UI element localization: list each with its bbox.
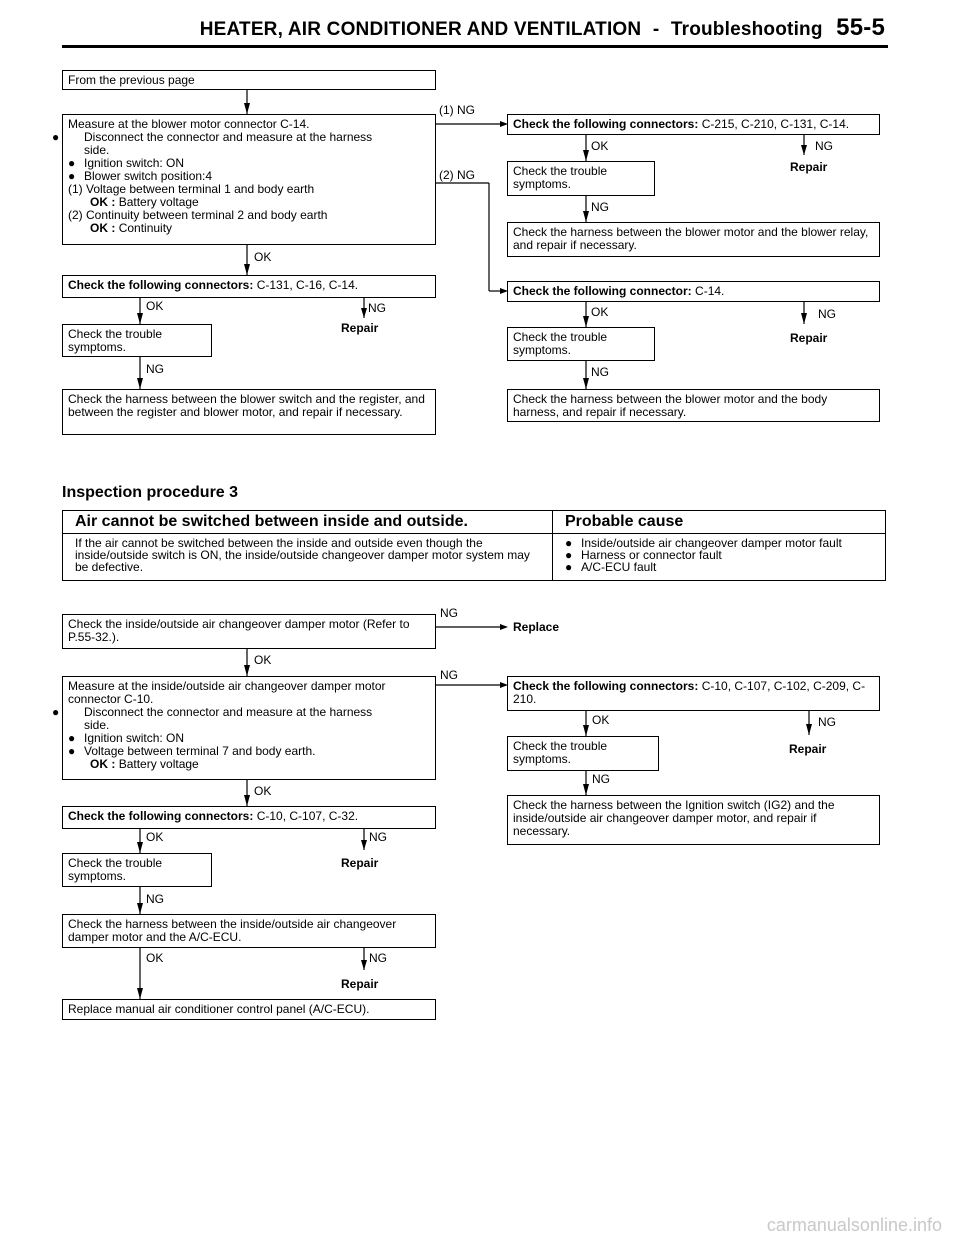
damper-motor-check-box (62, 614, 436, 649)
repair-label: Repair (789, 742, 827, 756)
trouble-text-1: Check the trouble (513, 330, 608, 344)
header-title: HEATER, AIR CONDITIONER AND VENTILATION (199, 19, 642, 40)
check-connectors-32-box (62, 806, 436, 829)
check-connector-label: Check the following connector: (513, 284, 692, 298)
check-connectors-131-box (62, 275, 436, 298)
probable-cause-heading: Probable cause (553, 511, 886, 534)
repair-label: Repair (341, 856, 379, 870)
ok-label: OK (254, 250, 272, 264)
ok-label: OK (146, 951, 164, 965)
harness-body-box (507, 389, 880, 422)
cause-text: Harness or connector fault (581, 548, 722, 562)
trouble-text-1: Check the trouble (68, 856, 163, 870)
harness-relay-box (507, 222, 880, 257)
ng-label: NG (146, 892, 164, 906)
harness-relay-text: Check the harness between the blower motor and the blower relay, and repair if necessary. (513, 225, 869, 252)
connector-list: C-10, C-107, C-32. (256, 809, 359, 823)
trouble-text-2: symptoms. (68, 869, 127, 883)
harness-register-text: Check the harness between the blower switch and the register, and between the register and blower motor, and repair if necessary. (68, 392, 425, 419)
measure-bullet-2-text: Ignition switch: ON (84, 731, 185, 745)
trouble-symptoms-box (62, 853, 212, 887)
ng-label: NG (818, 307, 836, 321)
bullet-icon: ● (52, 705, 60, 719)
ng-label: NG (146, 362, 164, 376)
check-ignition-harness-box (507, 795, 880, 845)
ng-label: NG (440, 668, 458, 682)
measure-bullet-1-cont: side. (84, 143, 110, 157)
blower-motor-measure-box (52, 114, 436, 245)
from-previous-page-text: From the previous page (68, 73, 195, 87)
watermark: carmanualsonline.info (766, 1215, 942, 1235)
symptom-heading: Air cannot be switched between inside and outside. (63, 511, 553, 534)
ok-label: OK (254, 653, 272, 667)
trouble-text-2: symptoms. (513, 752, 572, 766)
bullet-icon: ● (68, 169, 76, 183)
measure-bullet-1-cont: side. (84, 718, 110, 732)
connector-list: C-215, C-210, C-131, C-14. (701, 117, 850, 131)
check-ignition-harness-text: Check the harness between the Ignition switch (IG2) and the inside/outside air changeover damper motor, and repair if necessary. (513, 798, 835, 838)
replace-panel-text: Replace manual air conditioner control panel (A/C-ECU). (68, 1002, 370, 1016)
ng-label: NG (369, 830, 387, 844)
trouble-text-1: Check the trouble (68, 327, 163, 341)
measure-bullet-1-text: Disconnect the connector and measure at the harness (84, 130, 373, 144)
ok-label: OK (146, 299, 164, 313)
measure-title: Measure at the blower motor connector C-14. (68, 117, 310, 131)
harness-ecu-box (62, 914, 436, 948)
trouble-text-1: Check the trouble (513, 739, 608, 753)
ng-label: NG (818, 715, 836, 729)
measure-item-1: (1) Voltage between terminal 1 and body earth (68, 182, 315, 196)
bullet-icon: ● (68, 744, 76, 758)
table-header-row (63, 511, 886, 534)
trouble-text-2: symptoms. (513, 177, 572, 191)
table-row (63, 534, 886, 581)
ng-label: NG (440, 606, 458, 620)
replace-panel-box (62, 999, 436, 1020)
ok-label: OK (591, 305, 609, 319)
repair-label: Repair (790, 331, 828, 345)
cause-text: A/C-ECU fault (581, 560, 657, 574)
harness-ecu-text: Check the harness between the inside/outside air changeover damper motor and the A/C-ECU. (68, 917, 397, 944)
ok-label: OK (591, 139, 609, 153)
damper-motor-check-text: Check the inside/outside air changeover damper motor (Refer to P.55-32.). (68, 617, 410, 644)
section-title: Inspection procedure 3 (62, 484, 239, 501)
measure-ok (68, 758, 430, 771)
page-number: 55-5 (836, 14, 885, 41)
cause-text: Inside/outside air changeover damper motor fault (581, 536, 842, 550)
cause-item (565, 561, 873, 573)
repair-label: Repair (341, 321, 379, 335)
damper-measure-box (52, 676, 436, 780)
cause-list (553, 534, 886, 581)
ok-label: OK (592, 713, 610, 727)
ng-label: NG (368, 301, 386, 315)
ng-label: NG (815, 139, 833, 153)
trouble-symptoms-box (507, 327, 655, 361)
bullet-icon: ● (68, 731, 76, 745)
measure-item-2: (2) Continuity between terminal 2 and body earth (68, 208, 328, 222)
ok-value: Continuity (118, 221, 173, 235)
header-sep: - (652, 19, 660, 40)
connector-list: C-10, C-107, C-102, C-209, C-210. (513, 679, 866, 706)
probable-cause-table (62, 510, 886, 581)
check-connectors-label: Check the following connectors: (68, 278, 254, 292)
ok-label: OK : (90, 757, 116, 771)
check-connectors-10-box (507, 676, 880, 711)
harness-register-box (62, 389, 436, 435)
ng-label: NG (369, 951, 387, 965)
trouble-symptoms-box (507, 161, 655, 196)
measure-title: Measure at the inside/outside air changeover damper motor connector C-10. (68, 679, 386, 706)
harness-body-text: Check the harness between the blower motor and the body harness, and repair if necessary. (513, 392, 828, 419)
check-connectors-label: Check the following connectors: (513, 117, 699, 131)
ng-label: NG (591, 365, 609, 379)
connector-list: C-131, C-16, C-14. (256, 278, 359, 292)
branch-label-1ng: (1) NG (439, 103, 475, 117)
trouble-symptoms-box (62, 324, 212, 357)
trouble-text-1: Check the trouble (513, 164, 608, 178)
ng-label: NG (592, 772, 610, 786)
bullet-icon: ● (565, 536, 573, 550)
measure-bullet-1 (52, 130, 430, 144)
symptom-description: If the air cannot be switched between the inside and outside even though the inside/outside switch is ON, the inside/outside changeover damper motor system may be defective. (63, 534, 553, 581)
repair-label: Repair (790, 160, 828, 174)
ok-value: Battery voltage (118, 757, 199, 771)
branch-label-2ng: (2) NG (439, 168, 475, 182)
check-connectors-label: Check the following connectors: (68, 809, 254, 823)
measure-bullet-1-text: Disconnect the connector and measure at the harness (84, 705, 373, 719)
ng-label: NG (591, 200, 609, 214)
trouble-text-2: symptoms. (68, 340, 127, 354)
measure-bullet-3-text: Blower switch position:4 (84, 169, 213, 183)
ok-value: Battery voltage (118, 195, 199, 209)
measure-bullet-3-text: Voltage between terminal 7 and body earth. (84, 744, 316, 758)
bullet-icon: ● (68, 156, 76, 170)
ok-label: OK (254, 784, 272, 798)
from-previous-page-box (62, 70, 436, 90)
measure-item-2-ok (68, 222, 430, 235)
check-connectors-label: Check the following connectors: (513, 679, 699, 693)
measure-bullet-2-text: Ignition switch: ON (84, 156, 185, 170)
bullet-icon: ● (565, 560, 573, 574)
measure-bullet-1 (52, 705, 430, 719)
bullet-icon: ● (52, 130, 60, 144)
header-subtitle: Troubleshooting (670, 19, 823, 40)
repair-label: Repair (341, 977, 379, 991)
trouble-symptoms-box (507, 736, 659, 771)
replace-label: Replace (513, 620, 560, 634)
check-connectors-215-box (507, 114, 880, 135)
bullet-icon: ● (565, 548, 573, 562)
ok-label: OK : (90, 221, 116, 235)
trouble-text-2: symptoms. (513, 343, 572, 357)
ok-label: OK : (90, 195, 116, 209)
check-connector-14-box (507, 281, 880, 302)
ok-label: OK (146, 830, 164, 844)
connector-list: C-14. (695, 284, 725, 298)
